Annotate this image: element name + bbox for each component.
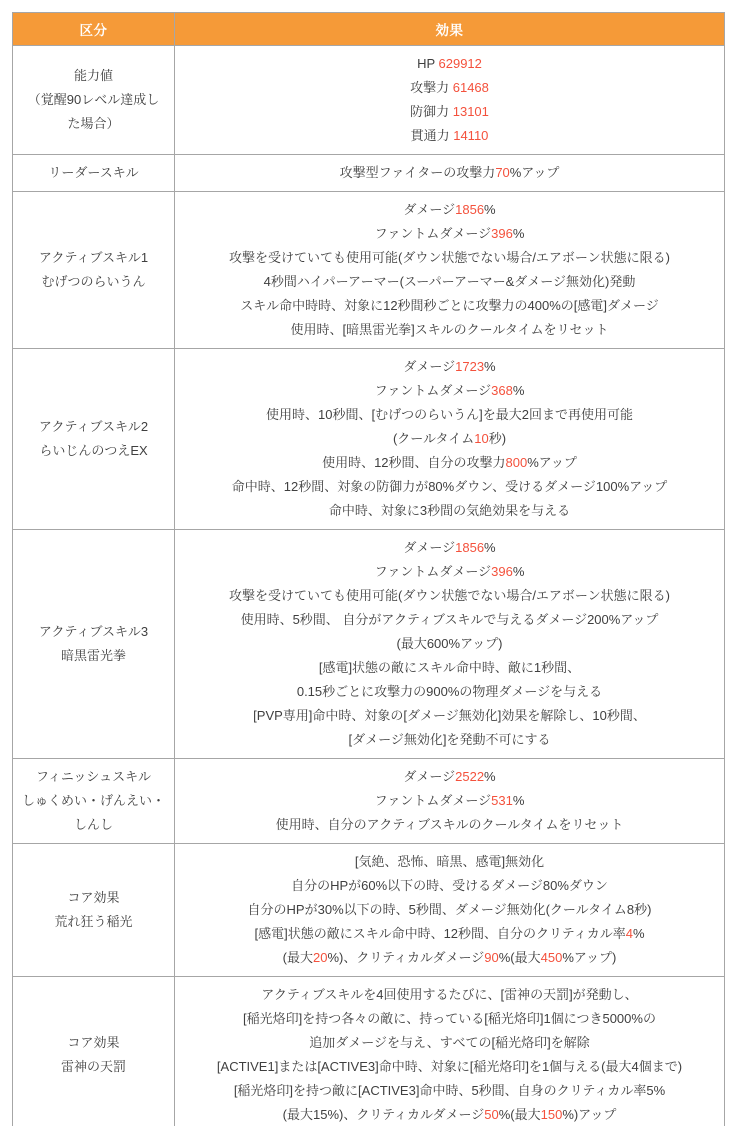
highlight-value: 4 [625,926,633,941]
table-row [13,155,725,192]
row-category-cell [13,192,175,349]
effect-text: ダメージ [403,769,456,784]
category-line: アクティブスキル1 [38,250,149,265]
category-line: リーダースキル [48,165,139,180]
category-line: コア効果 [67,1035,120,1050]
highlight-value: 10 [474,431,489,446]
effect-text: [PVP専用]命中時、対象の[ダメージ無効化]効果を解除し、10秒間、 [253,708,646,723]
effect-line [179,983,720,1007]
highlight-value: 70 [495,165,510,180]
category-line: しゅくめい・げんえい・ [21,793,165,808]
effect-text: [稲光烙印]を持つ敵に[ACTIVE3]命中時、5秒間、自身のクリティカル率5% [233,1083,666,1098]
effect-line [179,850,720,874]
effect-line [179,632,720,656]
effect-line [179,728,720,752]
highlight-value: 20 [313,950,328,965]
effect-text: ダメージ [403,540,456,555]
row-category-cell [13,977,175,1126]
effect-line [179,198,720,222]
table-row [13,192,725,349]
effect-line [179,874,720,898]
character-skill-table [12,12,725,1126]
highlight-value: 396 [491,564,513,579]
row-effect-cell [175,759,725,844]
highlight-value: 13101 [452,104,489,119]
effect-line [179,536,720,560]
category-line: 能力値 [73,68,113,83]
effect-text: [ダメージ無効化]を発動不可にする [348,732,551,747]
effect-text: (最大600%アップ) [396,636,503,651]
effect-line [179,427,720,451]
effect-text: [感電]状態の敵にスキル命中時、12秒間、自分のクリティカル率 [254,926,626,941]
category-line: むげつのらいうん [41,274,146,289]
row-effect-cell [175,977,725,1126]
effect-text: %アップ) [562,950,617,965]
effect-line [179,560,720,584]
effect-line [179,451,720,475]
effect-text: スキル命中時時、対象に12秒間秒ごとに攻撃力の400%の[感電]ダメージ [240,298,659,313]
effect-text: % [484,359,496,374]
effect-text: %(最大 [498,950,541,965]
table-body [13,46,725,1126]
effect-line [179,946,720,970]
effect-text: 自分のHPが30%以下の時、5秒間、ダメージ無効化(クールタイム8秒) [247,902,652,917]
row-effect-cell [175,155,725,192]
effect-line [179,379,720,403]
highlight-value: 150 [540,1107,563,1122]
effect-line [179,270,720,294]
effect-line [179,765,720,789]
table-header [13,13,725,46]
category-line: 暗黒雷光拳 [60,648,126,663]
effect-text: %アップ [527,455,577,470]
effect-text: % [484,202,496,217]
effect-text: % [512,793,525,808]
effect-text: 防御力 [410,104,453,119]
effect-text: (最大15%)、クリティカルダメージ [282,1107,485,1122]
table-header-row [13,13,725,46]
effect-text: 使用時、自分のアクティブスキルのクールタイムをリセット [275,817,624,832]
effect-text: ダメージ [403,202,456,217]
category-line: フィニッシュスキル [35,769,152,784]
row-category-cell [13,155,175,192]
effect-text: 自分のHPが60%以下の時、受けるダメージ80%ダウン [291,878,608,893]
highlight-value: 1856 [455,540,485,555]
effect-line [179,52,720,76]
category-line: コア効果 [67,890,120,905]
effect-line [179,898,720,922]
row-effect-cell [175,844,725,977]
table-row [13,349,725,530]
table-row [13,844,725,977]
effect-line [179,124,720,148]
effect-line [179,161,720,185]
effect-text: % [484,540,496,555]
row-category-cell [13,46,175,155]
effect-text: (クールタイム [392,431,475,446]
effect-line [179,813,720,837]
effect-text: 使用時、[暗黒雷光拳]スキルのクールタイムをリセット [290,322,609,337]
effect-text: 秒) [488,431,507,446]
effect-line [179,656,720,680]
effect-text: 命中時、12秒間、対象の防御力が80%ダウン、受けるダメージ100%アップ [231,479,668,494]
table-row [13,977,725,1126]
effect-text: 使用時、10秒間、[むげつのらいうん]を最大2回まで再使用可能 [266,407,633,422]
highlight-value: 1856 [455,202,485,217]
table-row [13,530,725,759]
effect-line [179,1055,720,1079]
table-row [13,759,725,844]
category-line: （覚醒90レベル達成し [27,92,160,107]
effect-text: アクティブスキルを4回使用するたびに、[雷神の天罰]が発動し、 [261,987,638,1002]
effect-text: 攻撃を受けていても使用可能(ダウン状態でない場合/エアボーン状態に限る) [228,588,670,603]
effect-text: 攻撃力 [410,80,453,95]
category-line: アクティブスキル3 [38,624,149,639]
effect-line [179,584,720,608]
effect-text: HP [417,56,439,71]
highlight-value: 629912 [438,56,482,71]
effect-line [179,704,720,728]
effect-line [179,355,720,379]
highlight-value: 396 [491,226,513,241]
effect-text: %)、クリティカルダメージ [327,950,485,965]
category-line: 荒れ狂う稲光 [54,914,133,929]
effect-line [179,1007,720,1031]
effect-text: % [484,769,496,784]
effect-line [179,499,720,523]
category-line: アクティブスキル2 [38,419,149,434]
category-line: しんし [73,817,113,832]
effect-line [179,1103,720,1126]
effect-text: 0.15秒ごとに攻撃力の900%の物理ダメージを与える [296,684,603,699]
effect-line [179,1079,720,1103]
effect-text: 貫通力 [410,128,454,143]
effect-line [179,403,720,427]
highlight-value: 61468 [452,80,489,95]
effect-text: 攻撃を受けていても使用可能(ダウン状態でない場合/エアボーン状態に限る) [228,250,670,265]
effect-line [179,608,720,632]
effect-text: 追加ダメージを与え、すべての[稲光烙印]を解除 [309,1035,590,1050]
row-effect-cell [175,349,725,530]
highlight-value: 14110 [453,128,489,143]
row-effect-cell [175,192,725,349]
effect-text: 使用時、12秒間、自分の攻撃力 [322,455,506,470]
effect-text: ファントムダメージ [374,383,492,398]
row-category-cell [13,530,175,759]
category-line: 雷神の天罰 [60,1059,126,1074]
row-category-cell [13,844,175,977]
highlight-value: 800 [505,455,528,470]
effect-text: % [512,226,525,241]
effect-text: %)アップ [562,1107,617,1122]
effect-line [179,100,720,124]
effect-line [179,222,720,246]
effect-text: [稲光烙印]を持つ各々の敵に、持っている[稲光烙印]1個につき5000%の [243,1011,656,1026]
effect-text: % [632,926,645,941]
highlight-value: 50 [484,1107,499,1122]
effect-text: [ACTIVE1]または[ACTIVE3]命中時、対象に[稲光烙印]を1個与える(最大4個まで) [216,1059,683,1074]
effect-text: 4秒間ハイパーアーマー(スーパーアーマー&ダメージ無効化)発動 [263,274,636,289]
effect-text: ファントムダメージ [374,793,492,808]
column-header-effect: 効果 [175,13,725,46]
effect-text: 命中時、対象に3秒間の気絶効果を与える [328,503,571,518]
category-line: らいじんのつえEX [39,443,148,458]
column-header-category: 区分 [13,13,175,46]
effect-text: 攻撃型ファイターの攻撃力 [339,165,496,180]
highlight-value: 531 [491,793,513,808]
highlight-value: 2522 [455,769,485,784]
effect-line [179,1031,720,1055]
effect-line [179,294,720,318]
effect-text: % [512,564,525,579]
highlight-value: 368 [491,383,513,398]
effect-text: ファントムダメージ [374,564,492,579]
effect-line [179,318,720,342]
effect-line [179,76,720,100]
effect-text: ダメージ [403,359,456,374]
table-row [13,46,725,155]
effect-line [179,789,720,813]
effect-line [179,475,720,499]
row-effect-cell [175,46,725,155]
row-category-cell [13,759,175,844]
row-effect-cell [175,530,725,759]
effect-text: 使用時、5秒間、 自分がアクティブスキルで与えるダメージ200%アップ [240,612,659,627]
category-line: た場合） [67,116,120,131]
effect-text: [気絶、恐怖、暗黒、感電]無効化 [354,854,545,869]
effect-text: [感電]状態の敵にスキル命中時、敵に1秒間、 [318,660,581,675]
row-category-cell [13,349,175,530]
effect-text: % [512,383,525,398]
highlight-value: 90 [484,950,499,965]
highlight-value: 1723 [455,359,485,374]
highlight-value: 450 [540,950,563,965]
effect-line [179,680,720,704]
effect-text: %アップ [509,165,560,180]
effect-line [179,922,720,946]
effect-line [179,246,720,270]
effect-text: %(最大 [498,1107,541,1122]
effect-text: (最大 [282,950,313,965]
effect-text: ファントムダメージ [374,226,492,241]
